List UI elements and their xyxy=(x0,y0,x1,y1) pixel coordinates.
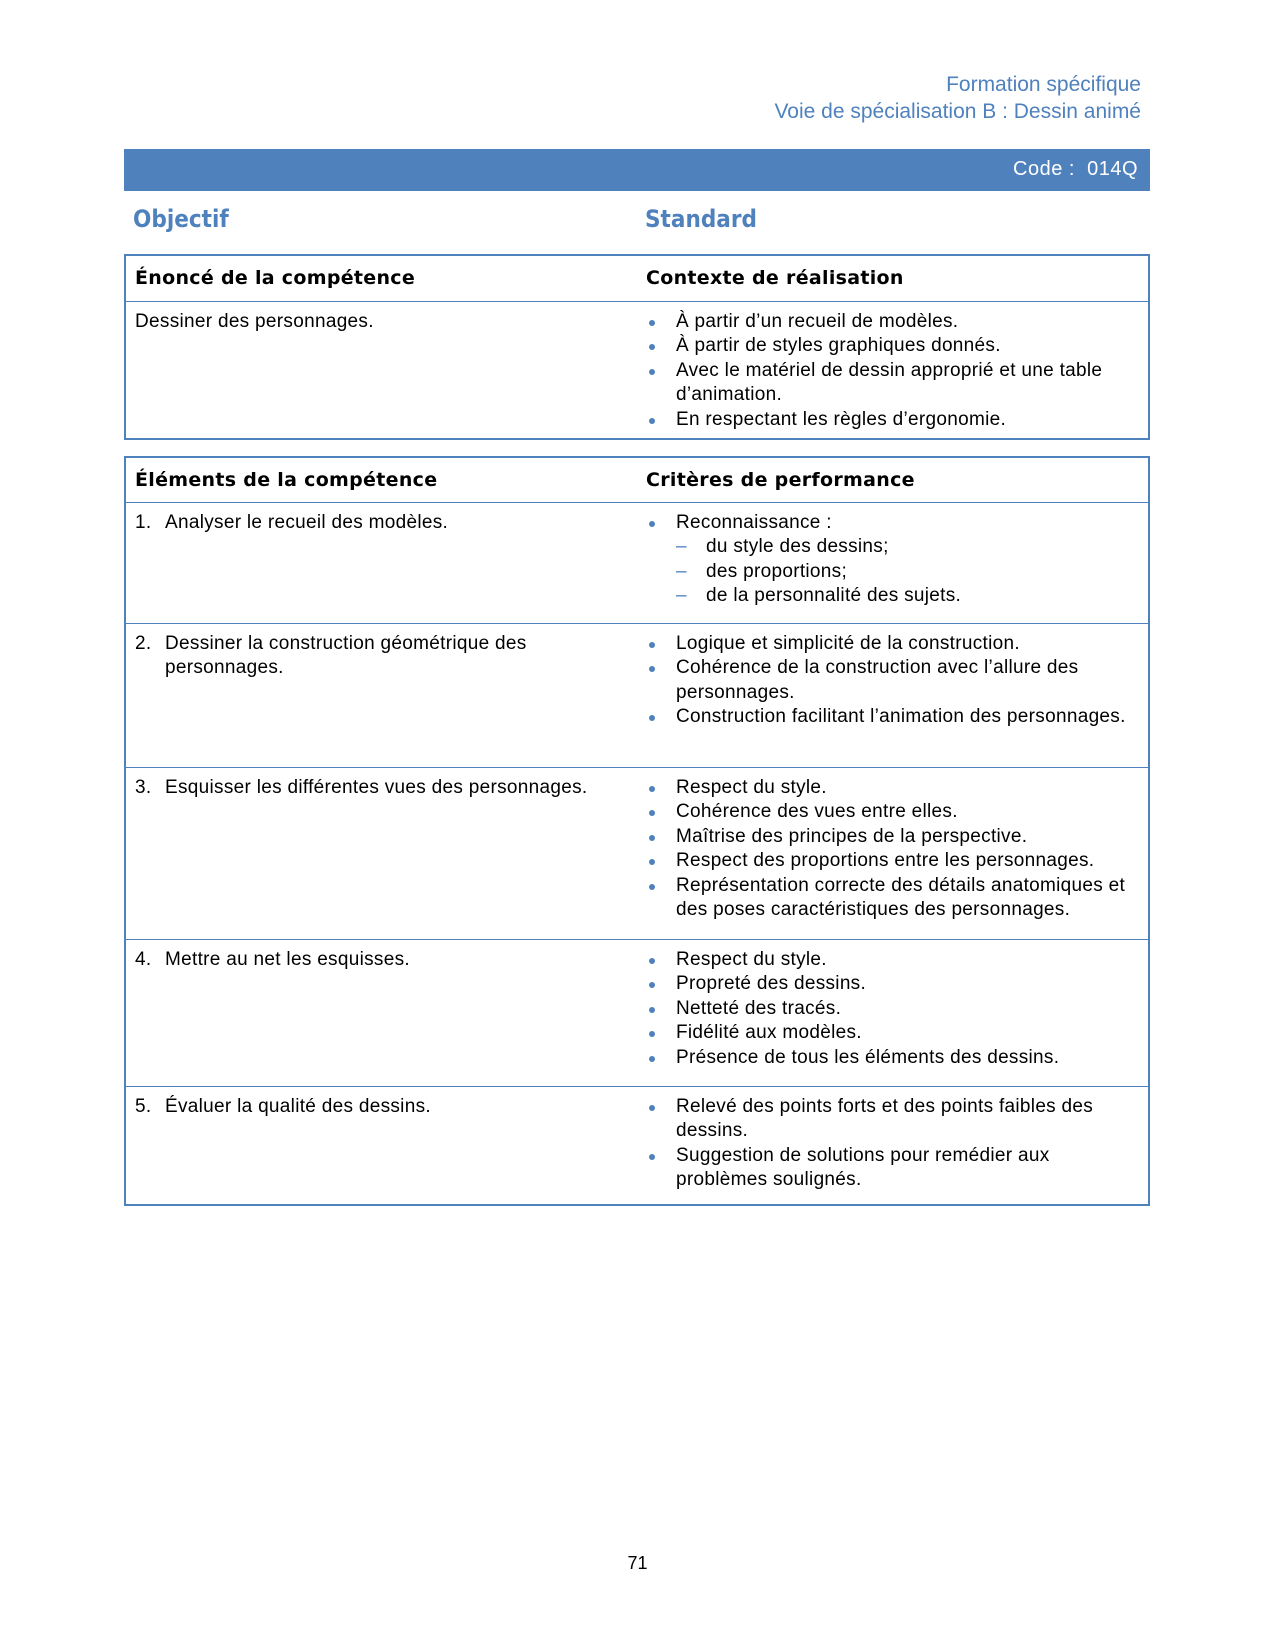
criteria-list xyxy=(646,948,1140,1071)
col-header: Énoncé de la compétence xyxy=(135,267,416,290)
element-text: Analyser le recueil des modèles. xyxy=(165,511,449,533)
header-subtitle: Voie de spécialisation B : Dessin animé xyxy=(774,100,1141,123)
list-item: – de la personnalité des sujets. xyxy=(646,584,1140,609)
element-item xyxy=(135,776,629,801)
header-title: Formation spécifique xyxy=(946,73,1141,96)
list-item: Construction facilitant l’animation des personnages. xyxy=(646,705,1140,730)
element-text: Mettre au net les esquisses. xyxy=(165,948,410,970)
col-header: Contexte de réalisation xyxy=(646,267,904,290)
code-band xyxy=(124,149,1150,191)
element-text: Dessiner la construction géométrique des personnages. xyxy=(165,632,527,678)
element-number: 1. xyxy=(135,511,152,533)
list-item: Fidélité aux modèles. xyxy=(646,1021,1140,1046)
criteria-list xyxy=(646,1095,1140,1193)
criteria-list xyxy=(646,632,1140,730)
list-item: Reconnaissance : xyxy=(646,511,1140,536)
list-item: En respectant les règles d’ergonomie. xyxy=(646,408,1140,433)
list-item: À partir d’un recueil de modèles. xyxy=(646,310,1140,335)
list-item: Respect du style. xyxy=(646,776,1140,801)
competence-table xyxy=(124,254,1150,440)
table-row xyxy=(125,502,1149,623)
code-label: Code : 014Q xyxy=(1013,158,1138,180)
list-item: Respect du style. xyxy=(646,948,1140,973)
section-standard: Standard xyxy=(645,205,757,233)
page-number: 71 xyxy=(627,1553,648,1573)
element-number: 4. xyxy=(135,948,152,970)
element-item xyxy=(135,632,629,681)
list-item: Cohérence des vues entre elles. xyxy=(646,800,1140,825)
elements-table xyxy=(124,456,1150,1206)
col-header: Critères de performance xyxy=(646,468,915,491)
criteria-list xyxy=(646,776,1140,923)
list-item: – du style des dessins; xyxy=(646,535,1140,560)
element-number: 5. xyxy=(135,1095,152,1117)
criteria-list xyxy=(646,511,1140,609)
list-item: Respect des proportions entre les personnages. xyxy=(646,849,1140,874)
list-item: Netteté des tracés. xyxy=(646,997,1140,1022)
list-item: Propreté des dessins. xyxy=(646,972,1140,997)
table-row xyxy=(125,939,1149,1086)
competence-statement: Dessiner des personnages. xyxy=(125,301,637,439)
element-item xyxy=(135,1095,629,1120)
list-item: Avec le matériel de dessin approprié et une table d’animation. xyxy=(646,359,1140,408)
list-item: Relevé des points forts et des points faibles des dessins. xyxy=(646,1095,1140,1144)
table-row xyxy=(125,1086,1149,1205)
element-item xyxy=(135,511,629,536)
element-text: Esquisser les différentes vues des personnages. xyxy=(165,776,588,798)
list-item: À partir de styles graphiques donnés. xyxy=(646,334,1140,359)
table-row xyxy=(125,767,1149,939)
col-header: Éléments de la compétence xyxy=(135,468,438,491)
section-objectif: Objectif xyxy=(133,205,229,233)
list-item: Logique et simplicité de la construction. xyxy=(646,632,1140,657)
list-item: Cohérence de la construction avec l’allure des personnages. xyxy=(646,656,1140,705)
context-list xyxy=(646,310,1140,433)
list-item: Représentation correcte des détails anatomiques et des poses caractéristiques des personnages. xyxy=(646,874,1140,923)
element-number: 2. xyxy=(135,632,152,654)
element-number: 3. xyxy=(135,776,152,798)
list-item: – des proportions; xyxy=(646,560,1140,585)
list-item: Suggestion de solutions pour remédier aux problèmes soulignés. xyxy=(646,1144,1140,1193)
list-item: Maîtrise des principes de la perspective. xyxy=(646,825,1140,850)
element-item xyxy=(135,948,629,973)
list-item: Présence de tous les éléments des dessins. xyxy=(646,1046,1140,1071)
table-row xyxy=(125,623,1149,767)
element-text: Évaluer la qualité des dessins. xyxy=(165,1095,431,1117)
